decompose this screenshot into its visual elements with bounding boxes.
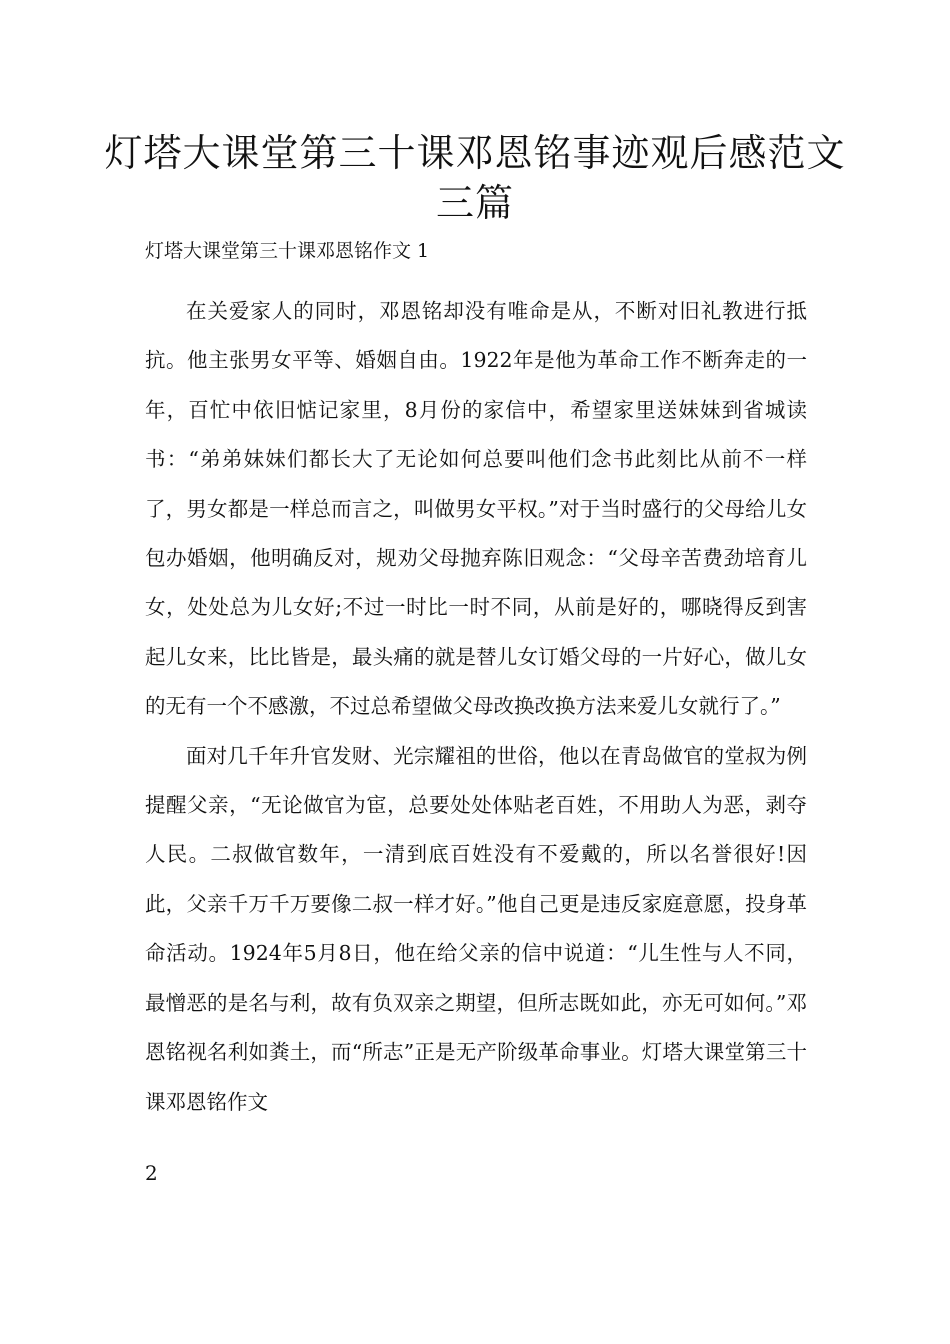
paragraph-1: 在关爱家人的同时，邓恩铭却没有唯命是从，不断对旧礼教进行抵抗。他主张男女平等、婚姻自由。1922年是他为革命工作不断奔走的一年，百忙中依旧惦记家里，8月份的家信中，希望家里送妹妹到省城读书：“弟弟妹妹们都长大了无论如何总要叫他们念书此刻比从前不一样了，男女都是一样总而言之，叫做男女平权。”对于当时盛行的父母给儿女包办婚姻，他明确反对，规劝父母抛弃陈旧观念：“父母辛苦费劲培育儿女，处处总为儿女好;不过一时比一时不同，从前是好的，哪晓得反到害起儿女来，比比皆是，最头痛的就是替儿女订婚父母的一片好心，做儿女的无有一个不感激，不过总希望做父母改换改换方法来爱儿女就行了。”	[145, 299, 807, 719]
document-title: 灯塔大课堂第三十课邓恩铭事迹观后感范文三篇	[104, 131, 846, 225]
paragraph-2: 面对几千年升官发财、光宗耀祖的世俗，他以在青岛做官的堂叔为例提醒父亲，“无论做官为宦，总要处处体贴老百姓，不用助人为恶，剥夺人民。二叔做官数年，一清到底百姓没有不爱戴的，所以名誉很好!因此，父亲千万千万要像二叔一样才好。”他自己更是违反家庭意愿，投身革命活动。1924年5月8日，他在给父亲的信中说道：“儿生性与人不同，最憎恶的是名与利，故有负双亲之期望，但所志既如此，亦无可如何。”邓恩铭视名利如粪土，而“所志”正是无产阶级革命事业。灯塔大课堂第三十课邓恩铭作文	[145, 743, 807, 1114]
body-text	[145, 287, 807, 1127]
section-number: 2	[145, 1161, 158, 1185]
section-heading: 灯塔大课堂第三十课邓恩铭作文 1	[145, 240, 430, 262]
